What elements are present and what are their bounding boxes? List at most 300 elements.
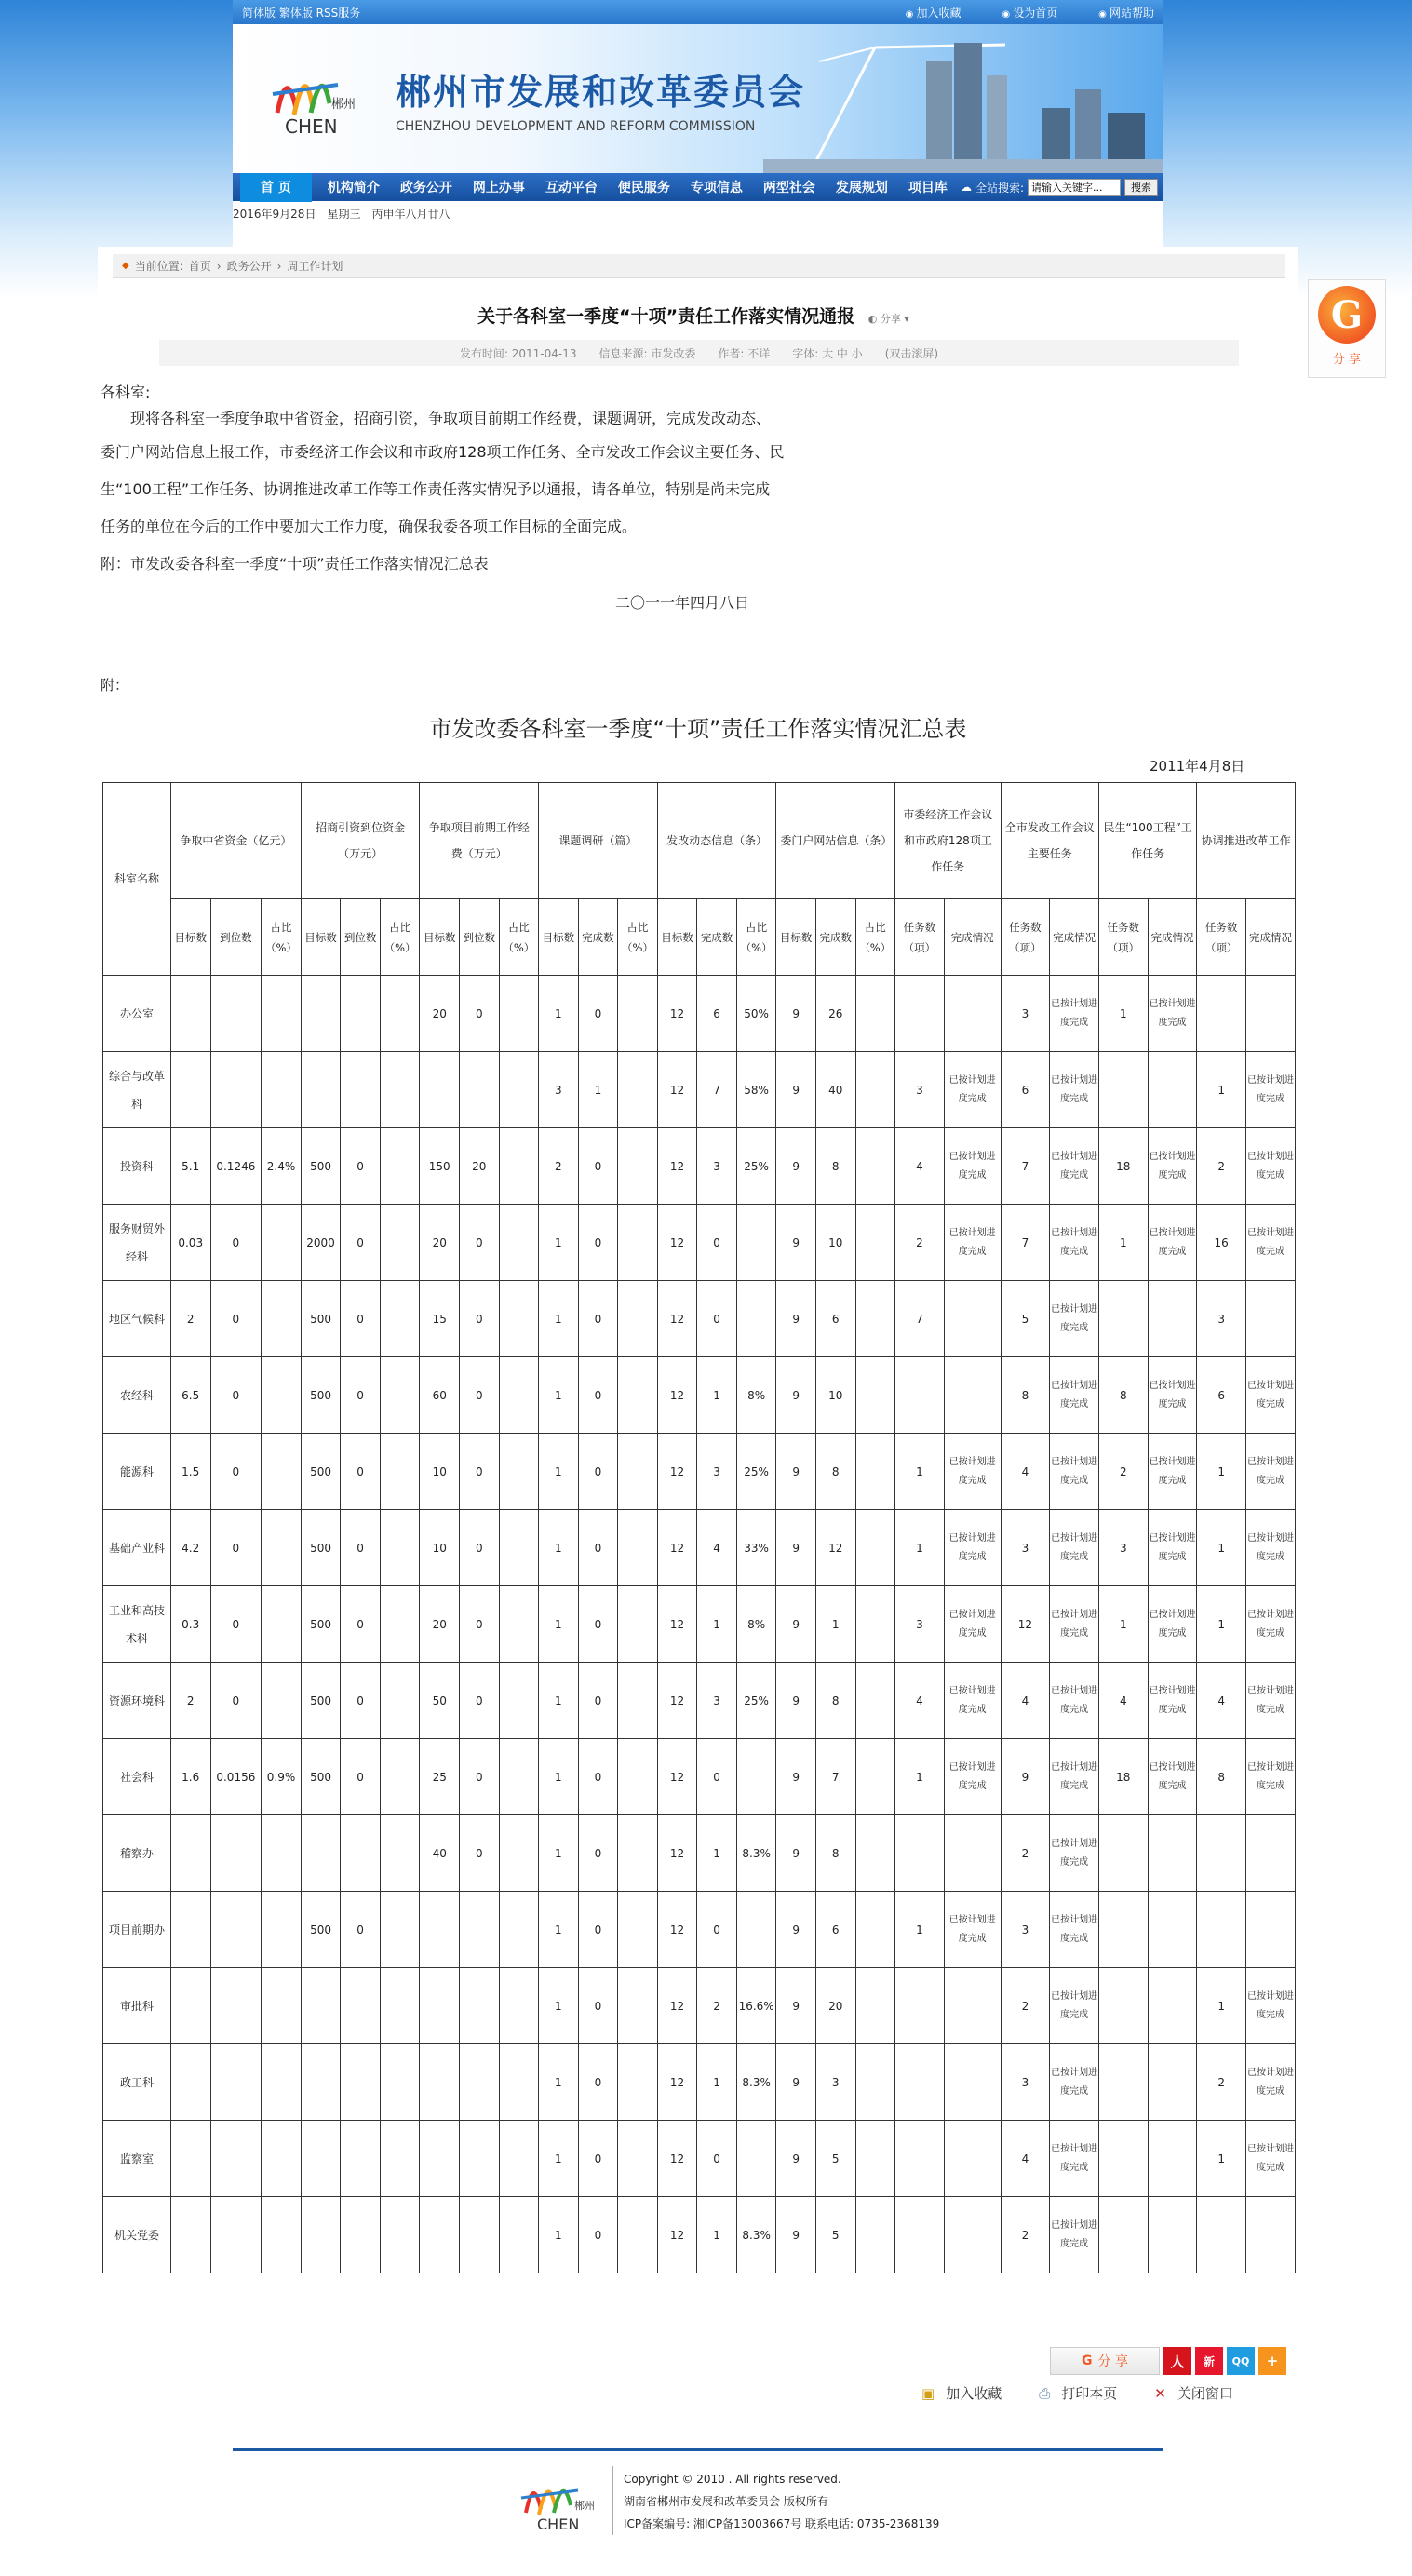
table-cell <box>380 1968 420 2044</box>
font-size-switcher[interactable]: 字体: 大 中 小 <box>792 346 863 360</box>
table-cell: 0.3 <box>170 1586 210 1663</box>
table-cell <box>210 1815 262 1892</box>
breadcrumb-separator-icon: › <box>216 259 222 273</box>
side-share-widget[interactable] <box>1308 279 1386 378</box>
table-cell <box>380 1510 420 1586</box>
table-cell <box>736 1205 776 1281</box>
nav-interaction[interactable]: 互动平台 <box>545 181 598 196</box>
table-cell: 3 <box>697 1434 737 1510</box>
table-cell: 500 <box>301 1434 341 1510</box>
table-cell <box>1098 1968 1148 2044</box>
table-cell: 0 <box>578 1815 618 1892</box>
table-cell <box>459 1892 499 1968</box>
table-cell: 9 <box>776 1052 816 1128</box>
header-group: 发改动态信息（条） <box>657 783 776 899</box>
search-button[interactable]: 搜索 <box>1124 179 1158 196</box>
set-homepage-link[interactable]: ◉ 设为首页 <box>1002 7 1057 20</box>
table-cell <box>380 1434 420 1510</box>
table-cell: 1 <box>815 1586 855 1663</box>
status-cell: 已按计划进度完成 <box>1246 1510 1296 1586</box>
table-cell <box>301 1052 341 1128</box>
table-cell: 2.4% <box>262 1128 302 1205</box>
table-cell: 0 <box>578 1739 618 1815</box>
table-cell: 8.3% <box>736 2044 776 2121</box>
status-cell: 已按计划进度完成 <box>944 1739 1001 1815</box>
table-cell: 1 <box>1197 1052 1246 1128</box>
table-cell: 20 <box>420 1205 460 1281</box>
table-cell <box>1098 1052 1148 1128</box>
table-cell: 0.9% <box>262 1739 302 1815</box>
table-cell: 7 <box>815 1739 855 1815</box>
table-cell: 4 <box>895 1128 945 1205</box>
table-cell: 1 <box>697 1586 737 1663</box>
table-cell <box>210 1968 262 2044</box>
copyright: Copyright © 2010 . All rights reserved. <box>624 2473 841 2486</box>
status-cell: 已按计划进度完成 <box>1050 1281 1099 1357</box>
table-cell: 3 <box>1001 976 1050 1052</box>
table-cell <box>1098 1815 1148 1892</box>
table-cell <box>499 1510 539 1586</box>
table-cell: 2 <box>170 1663 210 1739</box>
signature-date: 二〇一一年四月八日 <box>614 594 749 612</box>
table-cell: 3 <box>815 2044 855 2121</box>
table-cell: 9 <box>776 2197 816 2273</box>
article-title <box>98 303 1289 328</box>
table-cell: 6 <box>815 1281 855 1357</box>
share-bar <box>1050 2345 1298 2377</box>
table-cell <box>618 1663 658 1739</box>
table-cell: 1 <box>539 1205 579 1281</box>
table-cell: 3 <box>1001 1892 1050 1968</box>
table-cell <box>499 1357 539 1434</box>
header-sub-status: 完成情况 <box>944 899 1001 976</box>
table-cell <box>736 1892 776 1968</box>
nav-special-info[interactable]: 专项信息 <box>690 181 743 196</box>
table-cell: 9 <box>1001 1739 1050 1815</box>
current-weekday: 星期三 <box>327 207 361 221</box>
table-cell <box>341 2121 381 2197</box>
table-cell <box>499 976 539 1052</box>
table-cell: 0 <box>578 1128 618 1205</box>
table-cell <box>499 1815 539 1892</box>
status-cell: 已按计划进度完成 <box>944 1205 1001 1281</box>
content-panel <box>98 247 1298 2453</box>
table-cell <box>895 2044 945 2121</box>
table-cell <box>1197 1892 1246 1968</box>
table-cell <box>1098 2121 1148 2197</box>
add-favorite-button[interactable]: ▣ 加入收藏 <box>921 2385 1002 2402</box>
table-cell: 0.03 <box>170 1205 210 1281</box>
table-cell <box>855 976 895 1052</box>
share-qq-icon[interactable]: QQ <box>1227 2347 1255 2375</box>
search-input[interactable] <box>1028 179 1121 196</box>
table-cell <box>262 1434 302 1510</box>
table-cell: 0 <box>578 1663 618 1739</box>
status-cell: 已按计划进度完成 <box>1246 1128 1296 1205</box>
nav-online-service[interactable]: 网上办事 <box>472 181 525 196</box>
table-cell <box>380 2197 420 2273</box>
table-cell: 1 <box>1197 1510 1246 1586</box>
nav-about[interactable]: 机构简介 <box>327 181 380 196</box>
dept-name-cell: 稽察办 <box>103 1815 171 1892</box>
status-cell: 已按计划进度完成 <box>1050 1663 1099 1739</box>
table-cell: 0 <box>459 1281 499 1357</box>
table-cell: 6 <box>1197 1357 1246 1434</box>
table-cell <box>262 1663 302 1739</box>
table-cell: 1 <box>1197 1434 1246 1510</box>
table-cell: 50 <box>420 1663 460 1739</box>
status-cell: 已按计划进度完成 <box>1050 1815 1099 1892</box>
table-cell: 7 <box>697 1052 737 1128</box>
status-cell: 已按计划进度完成 <box>1148 1739 1197 1815</box>
table-cell: 0 <box>578 1510 618 1586</box>
table-cell: 3 <box>1197 1281 1246 1357</box>
table-cell: 8 <box>1098 1357 1148 1434</box>
table-cell <box>1148 1815 1197 1892</box>
table-cell <box>459 2197 499 2273</box>
table-cell: 1 <box>1197 1968 1246 2044</box>
nav-planning[interactable]: 发展规划 <box>835 181 888 196</box>
table-cell: 8% <box>736 1357 776 1434</box>
table-cell: 500 <box>301 1739 341 1815</box>
breadcrumb-home[interactable]: 首页 <box>188 260 211 273</box>
header-sub-target: 目标数 <box>420 899 460 976</box>
dept-name-cell: 办公室 <box>103 976 171 1052</box>
table-cell: 1 <box>1197 2121 1246 2197</box>
table-cell <box>1148 2121 1197 2197</box>
status-cell: 已按计划进度完成 <box>1246 1205 1296 1281</box>
table-cell <box>618 1586 658 1663</box>
close-window-button[interactable]: ✕ 关闭窗口 <box>1154 2385 1233 2402</box>
table-cell: 40 <box>420 1815 460 1892</box>
table-cell <box>170 1968 210 2044</box>
table-cell: 9 <box>776 1586 816 1663</box>
table-cell: 4 <box>1001 2121 1050 2197</box>
article-share-button[interactable]: ◐ 分享 ▾ <box>867 313 909 325</box>
table-cell <box>210 1052 262 1128</box>
location-icon: ◆ <box>122 261 129 271</box>
dept-name-cell: 机关党委 <box>103 2197 171 2273</box>
table-cell: 9 <box>776 1968 816 2044</box>
table-cell <box>618 1739 658 1815</box>
status-cell: 已按计划进度完成 <box>1050 1892 1099 1968</box>
status-cell: 已按计划进度完成 <box>1050 1205 1099 1281</box>
table-cell: 1 <box>539 976 579 1052</box>
table-cell: 1 <box>895 1892 945 1968</box>
table-cell: 0 <box>341 1663 381 1739</box>
table-row <box>103 1205 1296 1281</box>
table-cell: 12 <box>657 2197 697 2273</box>
table-cell: 10 <box>815 1357 855 1434</box>
nav-public-service[interactable]: 便民服务 <box>617 181 670 196</box>
table-cell <box>170 1052 210 1128</box>
table-cell: 3 <box>697 1663 737 1739</box>
status-cell: 已按计划进度完成 <box>944 1434 1001 1510</box>
table-cell <box>618 1892 658 1968</box>
breadcrumb <box>113 254 1285 278</box>
header-sub-tasks: 任务数（项） <box>1098 899 1148 976</box>
table-cell: 25 <box>420 1739 460 1815</box>
table-cell <box>420 1968 460 2044</box>
header-sub-ratio: 占比（%） <box>736 899 776 976</box>
table-cell: 3 <box>1098 1510 1148 1586</box>
footer-text <box>624 2468 939 2535</box>
table-cell: 25% <box>736 1663 776 1739</box>
status-cell: 已按计划进度完成 <box>1050 976 1099 1052</box>
table-cell <box>420 1892 460 1968</box>
table-cell <box>895 976 945 1052</box>
table-cell <box>618 1510 658 1586</box>
header-sub-status: 完成情况 <box>1148 899 1197 976</box>
print-page-button[interactable]: ⎙ 打印本页 <box>1039 2385 1118 2402</box>
table-cell: 0 <box>459 1815 499 1892</box>
share-renren-icon[interactable]: 人 <box>1163 2347 1191 2375</box>
table-cell <box>499 1663 539 1739</box>
attachment-label: 附： <box>101 677 129 694</box>
table-cell: 58% <box>736 1052 776 1128</box>
table-cell: 0 <box>578 1892 618 1968</box>
share-more-icon[interactable]: + <box>1258 2347 1286 2375</box>
table-cell <box>170 1815 210 1892</box>
table-cell: 25% <box>736 1128 776 1205</box>
table-cell <box>855 1815 895 1892</box>
table-cell <box>262 2197 302 2273</box>
table-cell: 9 <box>776 976 816 1052</box>
table-cell: 8.3% <box>736 2197 776 2273</box>
table-cell <box>855 1205 895 1281</box>
table-cell: 12 <box>657 1586 697 1663</box>
svg-text:郴州: 郴州 <box>331 98 356 112</box>
table-cell: 9 <box>776 1892 816 1968</box>
dept-name-cell: 农经科 <box>103 1357 171 1434</box>
language-links[interactable]: 简体版 繁体版 RSS服务 <box>242 6 361 20</box>
dept-name-cell: 投资科 <box>103 1128 171 1205</box>
table-cell: 8 <box>815 1128 855 1205</box>
table-cell <box>1246 1281 1296 1357</box>
table-cell: 12 <box>657 1663 697 1739</box>
header-group: 争取项目前期工作经费（万元） <box>420 783 539 899</box>
table-cell <box>895 2121 945 2197</box>
status-cell: 已按计划进度完成 <box>1050 2044 1099 2121</box>
table-cell <box>459 2121 499 2197</box>
publish-time: 发布时间: 2011-04-13 <box>459 346 577 360</box>
table-cell <box>420 2044 460 2121</box>
table-cell <box>499 1968 539 2044</box>
status-cell: 已按计划进度完成 <box>1050 1510 1099 1586</box>
table-row <box>103 1510 1296 1586</box>
table-cell <box>420 1052 460 1128</box>
table-cell: 9 <box>776 1739 816 1815</box>
table-cell <box>170 976 210 1052</box>
table-cell <box>1246 1815 1296 1892</box>
table-cell: 8% <box>736 1586 776 1663</box>
table-cell: 0 <box>341 1586 381 1663</box>
table-cell <box>459 1052 499 1128</box>
table-cell: 0 <box>578 1205 618 1281</box>
table-cell: 12 <box>1001 1586 1050 1663</box>
table-cell: 16.6% <box>736 1968 776 2044</box>
table-cell <box>341 2197 381 2273</box>
body-line-4: 任务的单位在今后的工作中要加大工作力度，确保我委各项工作目标的全面完成。 <box>101 518 638 535</box>
table-cell: 7 <box>1001 1205 1050 1281</box>
scroll-hint: (双击滚屏) <box>884 346 939 360</box>
table-date: 2011年4月8日 <box>1150 758 1245 775</box>
site-title: 郴州市发展和改革委员会 <box>396 71 806 113</box>
table-cell: 9 <box>776 1510 816 1586</box>
table-cell <box>262 1205 302 1281</box>
table-cell: 0 <box>459 1434 499 1510</box>
table-cell <box>1148 2044 1197 2121</box>
search-icon: ☁ <box>960 181 972 194</box>
table-cell: 0 <box>341 1205 381 1281</box>
status-cell: 已按计划进度完成 <box>1246 1052 1296 1128</box>
table-cell <box>499 1892 539 1968</box>
table-cell: 0 <box>459 976 499 1052</box>
header-sub-target: 目标数 <box>539 899 579 976</box>
status-cell: 已按计划进度完成 <box>1050 1357 1099 1434</box>
table-cell: 12 <box>815 1510 855 1586</box>
table-cell <box>618 1052 658 1128</box>
body-line-1: 现将各科室一季度争取中省资金，招商引资，争取项目前期工作经费，课题调研，完成发改动态、 <box>130 410 772 427</box>
article-title-text: 关于各科室一季度“十项”责任工作落实情况通报 <box>477 306 855 327</box>
status-cell: 已按计划进度完成 <box>944 1586 1001 1663</box>
header-group: 民生“100工程”工作任务 <box>1098 783 1196 899</box>
site-footer <box>233 2448 1163 2551</box>
table-cell: 0 <box>210 1586 262 1663</box>
breadcrumb-gov-affairs[interactable]: 政务公开 <box>226 260 272 273</box>
table-cell <box>210 2044 262 2121</box>
header-sub-ratio: 占比（%） <box>855 899 895 976</box>
table-cell <box>380 1205 420 1281</box>
table-cell <box>1148 1892 1197 1968</box>
lunar-date: 丙申年八月廿八 <box>371 207 450 221</box>
table-cell: 16 <box>1197 1205 1246 1281</box>
dept-name-cell: 能源科 <box>103 1434 171 1510</box>
header-dept-name: 科室名称 <box>103 783 171 976</box>
table-cell <box>499 2197 539 2273</box>
table-cell: 3 <box>895 1052 945 1128</box>
table-row <box>103 976 1296 1052</box>
table-cell: 18 <box>1098 1128 1148 1205</box>
table-cell: 5 <box>815 2197 855 2273</box>
table-cell <box>618 1205 658 1281</box>
current-date: 2016年9月28日 <box>233 207 316 221</box>
table-cell: 0 <box>578 1968 618 2044</box>
nav-home[interactable]: 首 页 <box>240 172 312 202</box>
nav-gov-affairs[interactable]: 政务公开 <box>399 181 452 196</box>
share-weibo-icon[interactable]: 新 <box>1195 2347 1223 2375</box>
status-cell: 已按计划进度完成 <box>1148 1586 1197 1663</box>
table-cell <box>618 1357 658 1434</box>
table-cell: 0 <box>341 1892 381 1968</box>
table-cell <box>262 1510 302 1586</box>
dept-name-cell: 基础产业科 <box>103 1510 171 1586</box>
table-cell: 8 <box>815 1663 855 1739</box>
dept-name-cell: 监察室 <box>103 2121 171 2197</box>
table-cell: 9 <box>776 1663 816 1739</box>
header-sub-target: 目标数 <box>301 899 341 976</box>
table-cell <box>944 1357 1001 1434</box>
table-cell <box>380 1281 420 1357</box>
header-sub-done: 完成数 <box>815 899 855 976</box>
svg-text:CHEN: CHEN <box>285 115 338 138</box>
side-share-label: 分 享 <box>1332 353 1362 367</box>
table-cell <box>341 1815 381 1892</box>
table-cell: 0 <box>210 1281 262 1357</box>
table-cell <box>262 1281 302 1357</box>
table-cell: 3 <box>539 1052 579 1128</box>
table-cell <box>210 1892 262 1968</box>
header-group: 争取中省资金（亿元） <box>170 783 301 899</box>
table-cell <box>618 1434 658 1510</box>
table-cell <box>1148 2197 1197 2273</box>
table-cell: 12 <box>657 1510 697 1586</box>
table-cell <box>855 2197 895 2273</box>
table-cell <box>262 2044 302 2121</box>
nav-project-library[interactable]: 项目库 <box>908 181 948 196</box>
table-cell: 1 <box>539 2197 579 2273</box>
table-cell: 0 <box>578 976 618 1052</box>
table-cell <box>499 2044 539 2121</box>
table-cell <box>459 1968 499 2044</box>
table-row <box>103 1052 1296 1128</box>
table-cell: 0 <box>459 1510 499 1586</box>
table-cell <box>380 1128 420 1205</box>
table-cell <box>499 1586 539 1663</box>
share-button[interactable]: G 分 享 <box>1050 2347 1160 2375</box>
breadcrumb-current[interactable]: 周工作计划 <box>287 260 343 273</box>
date-bar <box>233 201 1163 225</box>
table-cell: 2 <box>539 1128 579 1205</box>
nav-two-type-society[interactable]: 两型社会 <box>762 181 815 196</box>
table-cell <box>855 1892 895 1968</box>
table-cell: 20 <box>420 976 460 1052</box>
table-cell <box>341 1968 381 2044</box>
table-cell: 6 <box>815 1892 855 1968</box>
table-cell <box>1246 1892 1296 1968</box>
site-logo[interactable] <box>268 57 370 141</box>
table-cell <box>855 1052 895 1128</box>
table-cell: 1 <box>697 1357 737 1434</box>
table-cell: 0 <box>578 2121 618 2197</box>
table-cell: 20 <box>815 1968 855 2044</box>
table-row <box>103 1968 1296 2044</box>
table-cell <box>944 1281 1001 1357</box>
site-header <box>233 0 1163 247</box>
table-cell <box>1148 1281 1197 1357</box>
table-cell: 5.1 <box>170 1128 210 1205</box>
table-cell: 9 <box>776 1205 816 1281</box>
table-cell: 60 <box>420 1357 460 1434</box>
table-cell: 12 <box>657 1892 697 1968</box>
status-cell: 已按计划进度完成 <box>1050 1128 1099 1205</box>
search-label: 全站搜索: <box>975 181 1024 195</box>
table-cell: 2 <box>170 1281 210 1357</box>
add-favorite-link[interactable]: ◉ 加入收藏 <box>906 7 962 20</box>
body-line-2: 委门户网站信息上报工作，市委经济工作会议和市政府128项工作任务、全市发改工作会议主要任务、民 <box>101 443 785 461</box>
table-row <box>103 1586 1296 1663</box>
table-cell <box>210 976 262 1052</box>
status-cell: 已按计划进度完成 <box>1050 1586 1099 1663</box>
table-cell <box>210 2121 262 2197</box>
site-subtitle: CHENZHOU DEVELOPMENT AND REFORM COMMISSION <box>396 119 756 134</box>
table-cell <box>618 1281 658 1357</box>
table-cell <box>855 1663 895 1739</box>
site-help-link[interactable]: ◉ 网站帮助 <box>1098 7 1154 20</box>
table-cell: 500 <box>301 1281 341 1357</box>
table-cell: 0 <box>697 1739 737 1815</box>
header-group: 招商引资到位资金（万元） <box>301 783 420 899</box>
